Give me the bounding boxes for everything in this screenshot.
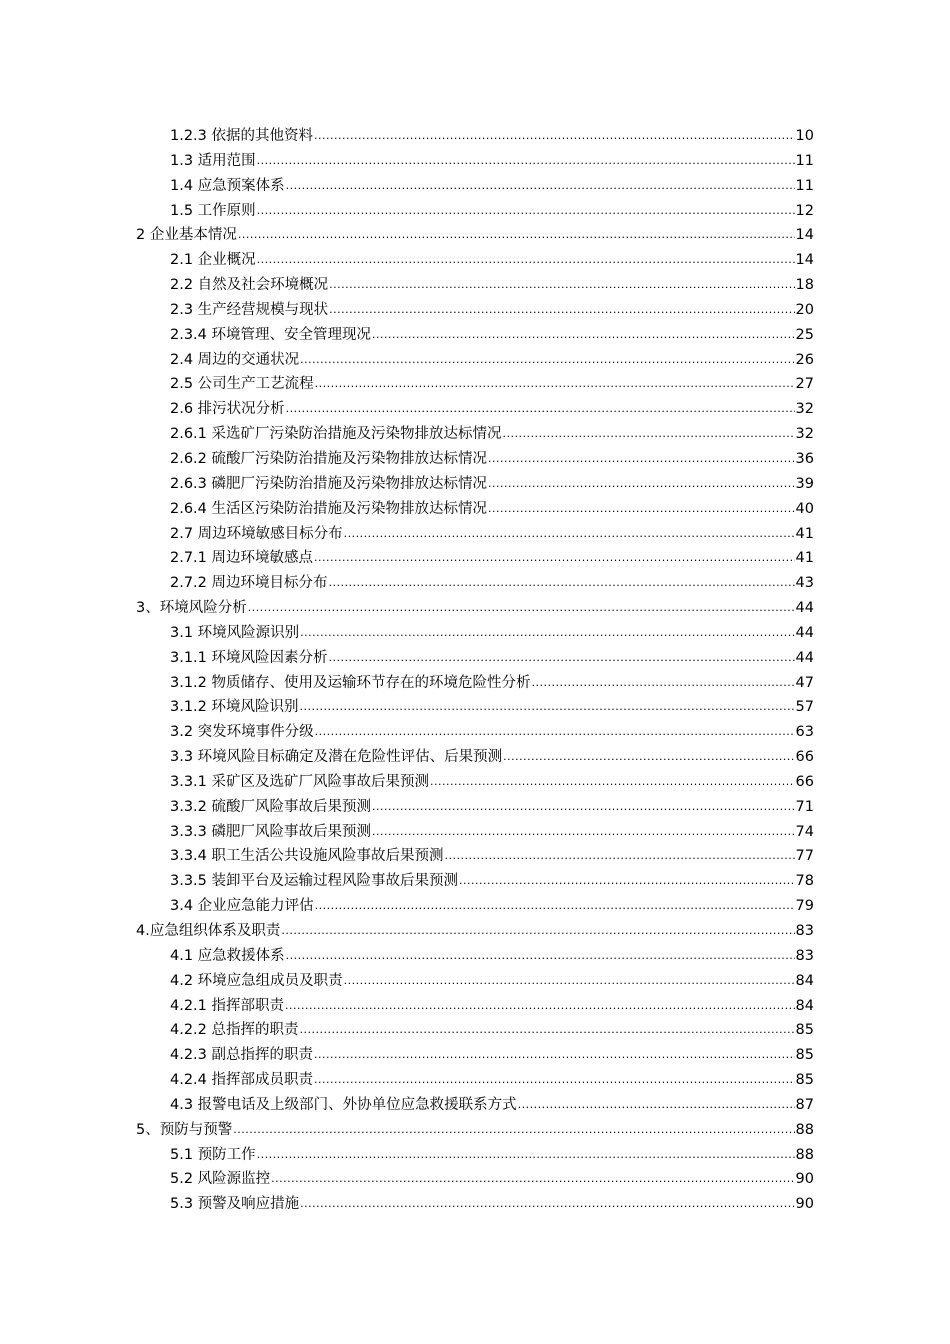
toc-entry-title: 2.3.4 环境管理、安全管理现况 [170, 326, 372, 343]
toc-entry[interactable] [0, 720, 950, 745]
toc-entry-page-number: 25 [795, 326, 814, 343]
toc-entry-page-number: 84 [795, 972, 814, 989]
toc-entry[interactable] [0, 472, 950, 497]
toc-entry[interactable] [0, 422, 950, 447]
toc-entry-page-number: 83 [795, 947, 814, 964]
toc-entry-page-number: 84 [795, 997, 814, 1014]
toc-entry[interactable] [0, 273, 950, 298]
toc-entry-title: 3、环境风险分析 [136, 600, 247, 617]
toc-entry-page-number: 27 [795, 376, 814, 393]
toc-entry-title: 2.6.1 采选矿厂污染防治措施及污染物排放达标情况 [170, 426, 502, 443]
toc-dot-leader [314, 123, 795, 149]
toc-entry-page-number: 85 [795, 1022, 814, 1039]
toc-entry-page-number: 26 [795, 351, 814, 368]
toc-entry[interactable] [0, 695, 950, 720]
toc-entry[interactable] [0, 1143, 950, 1168]
toc-entry[interactable] [0, 174, 950, 199]
toc-entry-title: 3.1.1 环境风险因素分析 [170, 649, 328, 666]
toc-entry[interactable] [0, 372, 950, 397]
toc-entry[interactable] [0, 497, 950, 522]
toc-entry-page-number: 32 [795, 401, 814, 418]
toc-entry-title: 3.1.2 物质储存、使用及运输环节存在的环境危险性分析 [170, 674, 531, 691]
toc-entry[interactable] [0, 944, 950, 969]
toc-dot-leader [503, 744, 794, 770]
toc-entry-title: 4.2.2 总指挥的职责 [170, 1022, 299, 1039]
toc-dot-leader [488, 496, 795, 522]
toc-entry[interactable] [0, 1118, 950, 1143]
toc-entry-page-number: 90 [795, 1196, 814, 1213]
toc-entry-title: 4.1 应急救援体系 [170, 947, 285, 964]
toc-entry-page-number: 57 [795, 699, 814, 716]
toc-entry-title: 2.5 公司生产工艺流程 [170, 376, 314, 393]
toc-entry-page-number: 11 [795, 177, 814, 194]
toc-dot-leader [329, 297, 794, 323]
toc-entry-page-number: 20 [795, 301, 814, 318]
toc-dot-leader [329, 570, 795, 596]
toc-entry[interactable] [0, 820, 950, 845]
toc-entry-page-number: 90 [795, 1171, 814, 1188]
toc-dot-leader [300, 694, 795, 720]
table-of-contents [0, 124, 950, 1217]
toc-entry-title: 5.1 预防工作 [170, 1146, 256, 1163]
toc-entry[interactable] [0, 1068, 950, 1093]
toc-entry[interactable] [0, 199, 950, 224]
toc-dot-leader [344, 968, 795, 994]
toc-entry-page-number: 44 [795, 600, 814, 617]
toc-entry-title: 3.4 企业应急能力评估 [170, 898, 314, 915]
toc-dot-leader [286, 943, 795, 969]
toc-entry-title: 4.2.3 副总指挥的职责 [170, 1047, 314, 1064]
toc-entry-title: 3.3.2 硫酸厂风险事故后果预测 [170, 798, 372, 815]
toc-entry-title: 4.2.4 指挥部成员职责 [170, 1072, 314, 1089]
toc-dot-leader [238, 222, 795, 248]
toc-entry[interactable] [0, 596, 950, 621]
toc-entry-page-number: 79 [795, 898, 814, 915]
toc-entry-title: 2.2 自然及社会环境概况 [170, 277, 329, 294]
toc-entry-title: 5、预防与预警 [136, 1121, 233, 1138]
toc-entry-page-number: 66 [795, 773, 814, 790]
toc-entry[interactable] [0, 522, 950, 547]
toc-entry-page-number: 10 [795, 128, 814, 144]
toc-entry[interactable] [0, 795, 950, 820]
toc-entry-title: 3.3 环境风险目标确定及潜在危险性评估、后果预测 [170, 749, 503, 766]
toc-entry-page-number: 40 [795, 500, 814, 517]
toc-entry-title: 4.2 环境应急组成员及职责 [170, 972, 343, 989]
toc-entry-title: 5.2 风险源监控 [170, 1171, 271, 1188]
toc-entry-title: 2.7.2 周边环境目标分布 [170, 575, 328, 592]
toc-dot-leader [445, 843, 795, 869]
toc-dot-leader [257, 198, 795, 224]
toc-entry[interactable] [0, 298, 950, 323]
toc-entry-title: 4.应急组织体系及职责 [136, 923, 281, 939]
toc-entry[interactable] [0, 994, 950, 1019]
toc-entry[interactable] [0, 969, 950, 994]
toc-entry[interactable] [0, 149, 950, 174]
toc-entry[interactable] [0, 1043, 950, 1068]
toc-entry-title: 2.6.4 生活区污染防治措施及污染物排放达标情况 [170, 500, 488, 517]
toc-dot-leader [286, 396, 795, 422]
toc-dot-leader [281, 918, 794, 944]
toc-entry-page-number: 87 [795, 1096, 814, 1113]
toc-entry[interactable] [0, 1167, 950, 1192]
toc-dot-leader [285, 993, 795, 1019]
toc-entry-page-number: 85 [795, 1047, 814, 1064]
toc-entry[interactable] [0, 919, 950, 944]
toc-dot-leader [314, 1042, 795, 1068]
toc-dot-leader [314, 1067, 795, 1093]
toc-dot-leader [459, 868, 795, 894]
toc-entry[interactable] [0, 348, 950, 373]
toc-dot-leader [315, 893, 795, 919]
toc-entry-page-number: 41 [795, 525, 814, 542]
toc-entry[interactable] [0, 671, 950, 696]
toc-entry-title: 2.7 周边环境敏感目标分布 [170, 525, 343, 542]
toc-entry-page-number: 43 [795, 575, 814, 592]
toc-entry[interactable] [0, 745, 950, 770]
toc-dot-leader [315, 371, 795, 397]
toc-entry[interactable] [0, 124, 950, 149]
toc-entry[interactable] [0, 1192, 950, 1217]
toc-entry-page-number: 63 [795, 724, 814, 741]
toc-entry-page-number: 88 [795, 1121, 814, 1138]
toc-entry-page-number: 12 [795, 202, 814, 219]
toc-entry-page-number: 14 [795, 252, 814, 269]
toc-entry[interactable] [0, 546, 950, 571]
toc-entry-page-number: 41 [795, 550, 814, 567]
toc-entry-page-number: 71 [795, 798, 814, 815]
toc-dot-leader [300, 1191, 794, 1217]
toc-dot-leader [430, 769, 795, 795]
toc-dot-leader [300, 347, 794, 373]
toc-entry-page-number: 47 [795, 674, 814, 691]
toc-dot-leader [257, 1142, 795, 1168]
toc-entry-page-number: 14 [795, 227, 814, 244]
toc-entry-title: 2.7.1 周边环境敏感点 [170, 550, 314, 567]
toc-entry-page-number: 32 [795, 426, 814, 443]
toc-dot-leader [503, 421, 795, 447]
toc-entry-page-number: 85 [795, 1072, 814, 1089]
toc-dot-leader [329, 272, 794, 298]
toc-entry[interactable] [0, 447, 950, 472]
toc-dot-leader [233, 1117, 794, 1143]
toc-dot-leader [300, 1017, 795, 1043]
toc-dot-leader [488, 446, 795, 472]
toc-entry[interactable] [0, 844, 950, 869]
toc-entry-page-number: 66 [795, 749, 814, 766]
toc-entry-page-number: 83 [795, 923, 814, 939]
toc-entry-title: 3.3.3 磷肥厂风险事故后果预测 [170, 823, 372, 840]
toc-entry-title: 2.1 企业概况 [170, 252, 256, 269]
toc-entry-title: 1.2.3 依据的其他资料 [170, 128, 314, 144]
toc-entry[interactable] [0, 223, 950, 248]
toc-entry[interactable] [0, 323, 950, 348]
toc-dot-leader [344, 521, 795, 547]
toc-entry-title: 2.3 生产经营规模与现状 [170, 301, 329, 318]
toc-entry[interactable] [0, 248, 950, 273]
toc-entry-title: 1.4 应急预案体系 [170, 177, 285, 194]
toc-dot-leader [488, 471, 795, 497]
toc-entry-title: 3.3.4 职工生活公共设施风险事故后果预测 [170, 848, 444, 865]
toc-entry-page-number: 74 [795, 823, 814, 840]
toc-entry-title: 1.5 工作原则 [170, 202, 256, 219]
toc-dot-leader [372, 794, 795, 820]
toc-dot-leader [329, 645, 795, 671]
toc-entry[interactable] [0, 894, 950, 919]
toc-entry-page-number: 88 [795, 1146, 814, 1163]
toc-dot-leader [271, 1166, 794, 1192]
toc-dot-leader [286, 173, 795, 199]
toc-entry-title: 2.4 周边的交通状况 [170, 351, 300, 368]
toc-entry[interactable] [0, 397, 950, 422]
toc-dot-leader [532, 670, 795, 696]
toc-entry-page-number: 39 [795, 475, 814, 492]
toc-dot-leader [315, 719, 795, 745]
toc-entry-title: 2.6.3 磷肥厂污染防治措施及污染物排放达标情况 [170, 475, 488, 492]
toc-entry-page-number: 11 [795, 152, 814, 169]
toc-entry-page-number: 78 [795, 873, 814, 890]
toc-entry[interactable] [0, 770, 950, 795]
toc-entry-page-number: 44 [795, 649, 814, 666]
toc-entry[interactable] [0, 646, 950, 671]
toc-entry-page-number: 44 [795, 624, 814, 641]
toc-entry-title: 2.6 排污状况分析 [170, 401, 285, 418]
toc-entry[interactable] [0, 571, 950, 596]
toc-entry-title: 2 企业基本情况 [136, 227, 237, 244]
toc-entry-title: 3.3.1 采矿区及选矿厂风险事故后果预测 [170, 773, 430, 790]
toc-dot-leader [300, 620, 794, 646]
toc-entry-page-number: 18 [795, 277, 814, 294]
toc-dot-leader [257, 148, 795, 174]
toc-entry-title: 3.2 突发环境事件分级 [170, 724, 314, 741]
toc-entry[interactable] [0, 1018, 950, 1043]
toc-dot-leader [518, 1092, 795, 1118]
toc-entry-title: 2.6.2 硫酸厂污染防治措施及污染物排放达标情况 [170, 450, 488, 467]
toc-dot-leader [248, 595, 795, 621]
toc-entry[interactable] [0, 869, 950, 894]
toc-dot-leader [372, 819, 795, 845]
toc-entry-title: 4.2.1 指挥部职责 [170, 997, 285, 1014]
toc-entry-title: 3.1 环境风险源识别 [170, 624, 300, 641]
toc-dot-leader [314, 545, 795, 571]
toc-entry-page-number: 36 [795, 450, 814, 467]
toc-entry[interactable] [0, 1093, 950, 1118]
toc-dot-leader [372, 322, 795, 348]
toc-entry-title: 3.3.5 装卸平台及运输过程风险事故后果预测 [170, 873, 459, 890]
toc-entry-title: 3.1.2 环境风险识别 [170, 699, 299, 716]
toc-entry-title: 4.3 报警电话及上级部门、外协单位应急救援联系方式 [170, 1096, 517, 1113]
toc-entry-title: 1.3 适用范围 [170, 152, 256, 169]
toc-entry-title: 5.3 预警及响应措施 [170, 1196, 300, 1213]
toc-entry-page-number: 77 [795, 848, 814, 865]
toc-dot-leader [257, 247, 795, 273]
toc-entry[interactable] [0, 621, 950, 646]
